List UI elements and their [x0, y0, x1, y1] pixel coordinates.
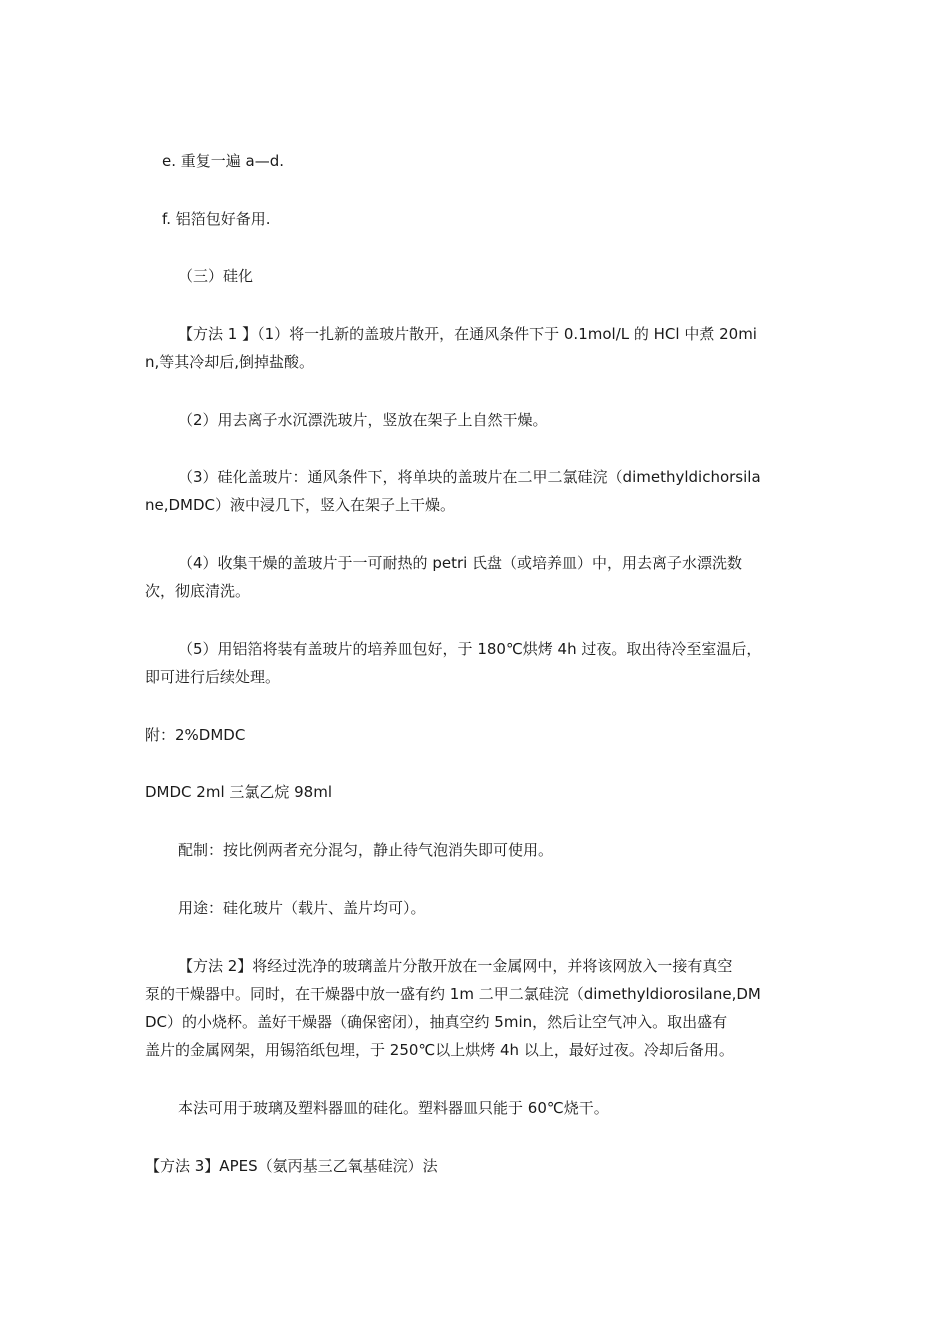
method1-step1-line1: 【方法 1 】（1）将一扎新的盖玻片散开，在通风条件下于 0.1mol/L 的 HCl 中煮 20mi	[178, 325, 757, 343]
appendix-preparation: 配制：按比例两者充分混匀，静止待气泡消失即可使用。	[178, 841, 554, 859]
method1-step2: （2）用去离子水沉漂洗玻片，竖放在架子上自然干燥。	[178, 411, 548, 429]
appendix-usage: 用途：硅化玻片（载片、盖片均可）。	[178, 899, 426, 917]
method1-step1-line2: n,等其冷却后,倒掉盐酸。	[145, 353, 315, 371]
method1-step5-line2: 即可进行后续处理。	[145, 668, 281, 686]
method1-step3-line2: ne,DMDC）液中浸几下，竖入在架子上干燥。	[145, 496, 456, 514]
method2-line3: DC）的小烧杯。盖好干燥器（确保密闭），抽真空约 5min，然后让空气冲入。取出盛有	[145, 1013, 728, 1031]
method2-line1: 【方法 2】将经过洗净的玻璃盖片分散开放在一金属网中，并将该网放入一接有真空	[178, 957, 733, 975]
paragraph-step-e: e. 重复一遍 a—d.	[162, 152, 285, 170]
section-heading-silanization: （三）硅化	[178, 267, 254, 285]
appendix-formula: DMDC 2ml 三氯乙烷 98ml	[145, 783, 333, 801]
method2-line2: 泵的干燥器中。同时，在干燥器中放一盛有约 1m 二甲二氯硅浣（dimethyldiorosilane,DM	[145, 985, 761, 1003]
method2-note: 本法可用于玻璃及塑料器皿的硅化。塑料器皿只能于 60℃烧干。	[178, 1099, 609, 1117]
method2-line4: 盖片的金属网架，用锡箔纸包埋，于 250℃以上烘烤 4h 以上，最好过夜。冷却后备用。	[145, 1041, 734, 1059]
method1-step3-line1: （3）硅化盖玻片：通风条件下，将单块的盖玻片在二甲二氯硅浣（dimethyldichorsila	[178, 468, 761, 486]
appendix-heading: 附：2%DMDC	[145, 726, 246, 744]
method3-heading: 【方法 3】APES（氨丙基三乙氧基硅浣）法	[145, 1157, 438, 1175]
method1-step4-line1: （4）收集干燥的盖玻片于一可耐热的 petri 氏盘（或培养皿）中，用去离子水漂洗数	[178, 554, 743, 572]
paragraph-step-f: f. 铝箔包好备用.	[162, 210, 271, 228]
method1-step5-line1: （5）用铝箔将装有盖玻片的培养皿包好，于 180℃烘烤 4h 过夜。取出待冷至室温后，	[178, 640, 762, 658]
method1-step4-line2: 次，彻底清洗。	[145, 582, 251, 600]
